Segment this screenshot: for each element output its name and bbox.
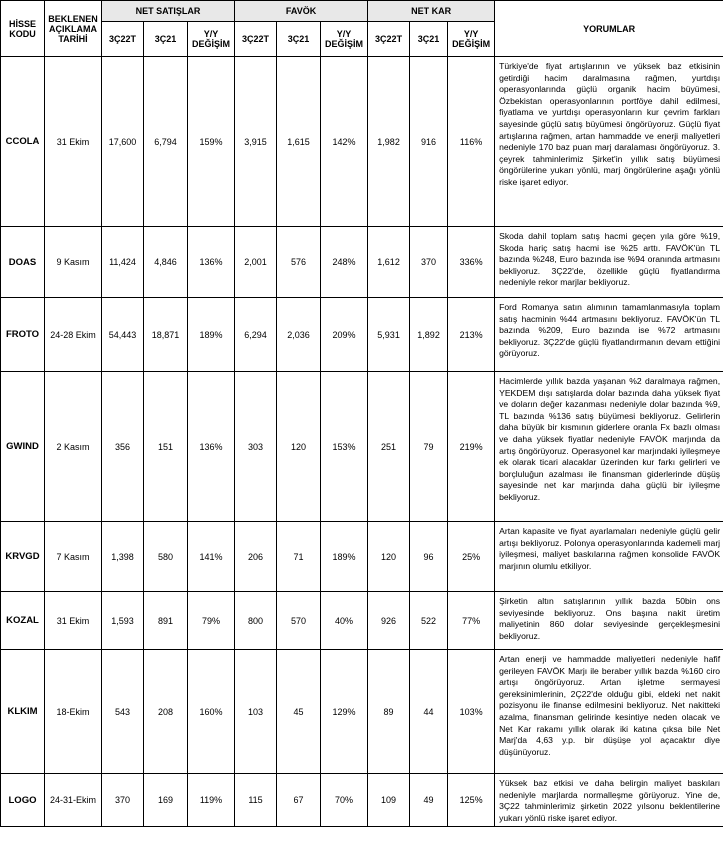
profit-estimate: 89 — [368, 650, 410, 774]
table-row — [1, 298, 723, 372]
sales-estimate: 54,443 — [102, 298, 144, 372]
announcement-date: 24-31-Ekim — [45, 774, 102, 827]
sales-prior: 6,794 — [144, 57, 188, 227]
ebitda-prior: 1,615 — [277, 57, 321, 227]
sales-change: 159% — [188, 57, 235, 227]
sales-prior: 18,871 — [144, 298, 188, 372]
table-row — [1, 227, 723, 298]
sub-header-prior: 3Ç21 — [144, 22, 188, 57]
table-row — [1, 650, 723, 774]
profit-change: 116% — [448, 57, 495, 227]
profit-prior: 916 — [410, 57, 448, 227]
comment-text: Şirketin altın satışlarının yıllık bazda 50bin ons seviyesinde bekliyoruz. Ons başına nakit üretim maliyetinin 860 dolar seviyesinde gerçekleşmesini bekliyoruz. — [495, 592, 723, 650]
profit-prior: 522 — [410, 592, 448, 650]
ebitda-estimate: 115 — [235, 774, 277, 827]
sub-header-estimate: 3Ç22T — [235, 22, 277, 57]
ebitda-estimate: 2,001 — [235, 227, 277, 298]
ebitda-estimate: 103 — [235, 650, 277, 774]
header-ebitda: FAVÖK — [235, 1, 368, 22]
stock-code: GWIND — [1, 372, 45, 522]
header-net-sales: NET SATIŞLAR — [102, 1, 235, 22]
profit-prior: 44 — [410, 650, 448, 774]
ebitda-estimate: 6,294 — [235, 298, 277, 372]
sales-prior: 169 — [144, 774, 188, 827]
ebitda-change: 209% — [321, 298, 368, 372]
header-date: BEKLENEN AÇIKLAMA TARİHİ — [45, 1, 102, 57]
ebitda-prior: 570 — [277, 592, 321, 650]
sub-header-prior: 3Ç21 — [410, 22, 448, 57]
comment-text: Türkiye'de fiyat artışlarının ve yüksek baz etkisinin getirdiği hacim daralmasına rağmen, yurtdışı operasyonlarında güçlü organik hacim büyümesi, Özbekistan operasyonlarının portföye dahil edilmesi, fiyatlama ve yurtdışı operasyonların kur çevrim farkları sayesinde güçlü satış büyümesi öngörüyoruz. Güçlü fiyat artışlarına rağmen, artan hammadde ve enerji maliyetleri nedeniyle 170 baz puan marj daralaması öngörüyoruz. 3. çeyrek tahminlerimiz Şirket'in yıllık satış büyümesi öngörülerine yukarı yönlü, marj öngörülerine aşağı yönlü riske işaret ediyor. — [495, 57, 723, 227]
sub-header-prior: 3Ç21 — [277, 22, 321, 57]
profit-estimate: 926 — [368, 592, 410, 650]
sub-header-change: Y/Y DEĞİŞİM — [188, 22, 235, 57]
table-row — [1, 57, 723, 227]
ebitda-prior: 120 — [277, 372, 321, 522]
ebitda-estimate: 206 — [235, 522, 277, 592]
profit-prior: 370 — [410, 227, 448, 298]
comment-text: Yüksek baz etkisi ve daha belirgin maliyet baskıları nedeniyle marjlarda normalleşme görüyoruz. Yine de, 3Ç22 tahminlerimiz şirketin 2022 yılsonu beklentilerine yukarı yönlü riske işaret ediyor. — [495, 774, 723, 827]
ebitda-change: 189% — [321, 522, 368, 592]
sales-change: 119% — [188, 774, 235, 827]
profit-prior: 79 — [410, 372, 448, 522]
header-code: HİSSE KODU — [1, 1, 45, 57]
profit-change: 336% — [448, 227, 495, 298]
profit-change: 125% — [448, 774, 495, 827]
comment-text: Artan kapasite ve fiyat ayarlamaları nedeniyle güçlü gelir artışı bekliyoruz. Polonya operasyonlarında kademeli marj iyileşmesi, maliyet baskılarına rağmen konsolide FAVÖK marjının olumlu etkiliyor. — [495, 522, 723, 592]
stock-code: FROTO — [1, 298, 45, 372]
sales-change: 136% — [188, 372, 235, 522]
ebitda-prior: 576 — [277, 227, 321, 298]
table-row — [1, 592, 723, 650]
sales-estimate: 370 — [102, 774, 144, 827]
profit-estimate: 120 — [368, 522, 410, 592]
announcement-date: 31 Ekim — [45, 57, 102, 227]
ebitda-prior: 67 — [277, 774, 321, 827]
profit-prior: 1,892 — [410, 298, 448, 372]
announcement-date: 7 Kasım — [45, 522, 102, 592]
ebitda-change: 70% — [321, 774, 368, 827]
table-row — [1, 372, 723, 522]
profit-estimate: 109 — [368, 774, 410, 827]
sales-change: 141% — [188, 522, 235, 592]
ebitda-prior: 2,036 — [277, 298, 321, 372]
stock-code: KOZAL — [1, 592, 45, 650]
ebitda-estimate: 3,915 — [235, 57, 277, 227]
profit-change: 77% — [448, 592, 495, 650]
sales-change: 160% — [188, 650, 235, 774]
profit-estimate: 1,982 — [368, 57, 410, 227]
table-row — [1, 522, 723, 592]
stock-code: KRVGD — [1, 522, 45, 592]
profit-change: 213% — [448, 298, 495, 372]
comment-text: Ford Romanya satın alımının tamamlanmasıyla toplam satış hacminin %44 artmasını bekliyoruz. FAVÖK'ün TL bazında %209, Euro bazında ise %72 artmasını bekliyoruz. 3Ç22'de güçlü fiyatlandırmanın devam ettiğini görüyoruz. — [495, 298, 723, 372]
sales-prior: 151 — [144, 372, 188, 522]
comment-text: Artan enerji ve hammadde maliyetleri nedeniyle hafif gerileyen FAVÖK Marjı ile beraber yıllık bazda %160 ciro artışı öngörüyoruz. Artan işletme sermayesi gereksinimlerinin, 2Ç22'de olduğu gibi, eldeki net nakit pozisyonu ile finanse edilmesini bekliyoruz. Net nakitteki azalma, finansman gelirinde kesintiye neden olacak ve Net Kar rakamı yıllık olarak iki katına çıksa bile Net Marj'da 4,63 y.p. bir düşüşe yol açacaktır diye düşünüyoruz. — [495, 650, 723, 774]
sales-change: 79% — [188, 592, 235, 650]
stock-code: CCOLA — [1, 57, 45, 227]
ebitda-prior: 71 — [277, 522, 321, 592]
profit-change: 219% — [448, 372, 495, 522]
header-net-profit: NET KAR — [368, 1, 495, 22]
sales-prior: 580 — [144, 522, 188, 592]
announcement-date: 9 Kasım — [45, 227, 102, 298]
ebitda-change: 153% — [321, 372, 368, 522]
header-comments: YORUMLAR — [495, 1, 723, 57]
stock-code: LOGO — [1, 774, 45, 827]
profit-estimate: 1,612 — [368, 227, 410, 298]
sales-change: 189% — [188, 298, 235, 372]
sales-change: 136% — [188, 227, 235, 298]
announcement-date: 18-Ekim — [45, 650, 102, 774]
sub-header-change: Y/Y DEĞİŞİM — [448, 22, 495, 57]
profit-change: 103% — [448, 650, 495, 774]
sales-estimate: 543 — [102, 650, 144, 774]
stock-code: KLKIM — [1, 650, 45, 774]
comment-text: Skoda dahil toplam satış hacmi geçen yıla göre %19, Skoda hariç satış hacmi ise %25 arttı. FAVÖK'ün TL bazında %248, Euro bazında ise %94 oranında artmasını bekliyoruz. 3Ç22'de, özellikle güçlü fiyatlandırma nedeniyle rekor marjlar bekliyoruz. — [495, 227, 723, 298]
announcement-date: 24-28 Ekim — [45, 298, 102, 372]
announcement-date: 2 Kasım — [45, 372, 102, 522]
ebitda-change: 129% — [321, 650, 368, 774]
profit-prior: 49 — [410, 774, 448, 827]
sub-header-estimate: 3Ç22T — [102, 22, 144, 57]
sales-prior: 4,846 — [144, 227, 188, 298]
stock-code: DOAS — [1, 227, 45, 298]
ebitda-change: 142% — [321, 57, 368, 227]
ebitda-estimate: 800 — [235, 592, 277, 650]
ebitda-prior: 45 — [277, 650, 321, 774]
sales-prior: 891 — [144, 592, 188, 650]
profit-estimate: 5,931 — [368, 298, 410, 372]
sales-estimate: 11,424 — [102, 227, 144, 298]
ebitda-estimate: 303 — [235, 372, 277, 522]
announcement-date: 31 Ekim — [45, 592, 102, 650]
sales-estimate: 1,398 — [102, 522, 144, 592]
profit-estimate: 251 — [368, 372, 410, 522]
profit-prior: 96 — [410, 522, 448, 592]
sales-estimate: 1,593 — [102, 592, 144, 650]
profit-change: 25% — [448, 522, 495, 592]
comment-text: Hacimlerde yıllık bazda yaşanan %2 daralmaya rağmen, YEKDEM dışı satışlarda dolar bazında daha yüksek fiyat ve doların değer kazanması nedeniyle dolar bazında %9, TL bazında %136 satış büyümesi bekliyoruz. Gelirlerin daha büyük bir kısmının giderlere oranla Fx bazlı olması ve daha yüksek fiyatlar nedeniyle FAVÖK marjında da artış öngörüyoruz. Operasyonel kar marjındaki iyileşmeye ek olarak ticari alacaklar üzerinden kur farkı gelirleri ve borçluluğun azalması ile finansman giderlerinde düşüş sayesinde net kar marjında daha güçlü bir iyileşme bekliyoruz. — [495, 372, 723, 522]
sub-header-change: Y/Y DEĞİŞİM — [321, 22, 368, 57]
sales-estimate: 17,600 — [102, 57, 144, 227]
table-row — [1, 774, 723, 827]
ebitda-change: 40% — [321, 592, 368, 650]
sales-prior: 208 — [144, 650, 188, 774]
sub-header-estimate: 3Ç22T — [368, 22, 410, 57]
sales-estimate: 356 — [102, 372, 144, 522]
ebitda-change: 248% — [321, 227, 368, 298]
